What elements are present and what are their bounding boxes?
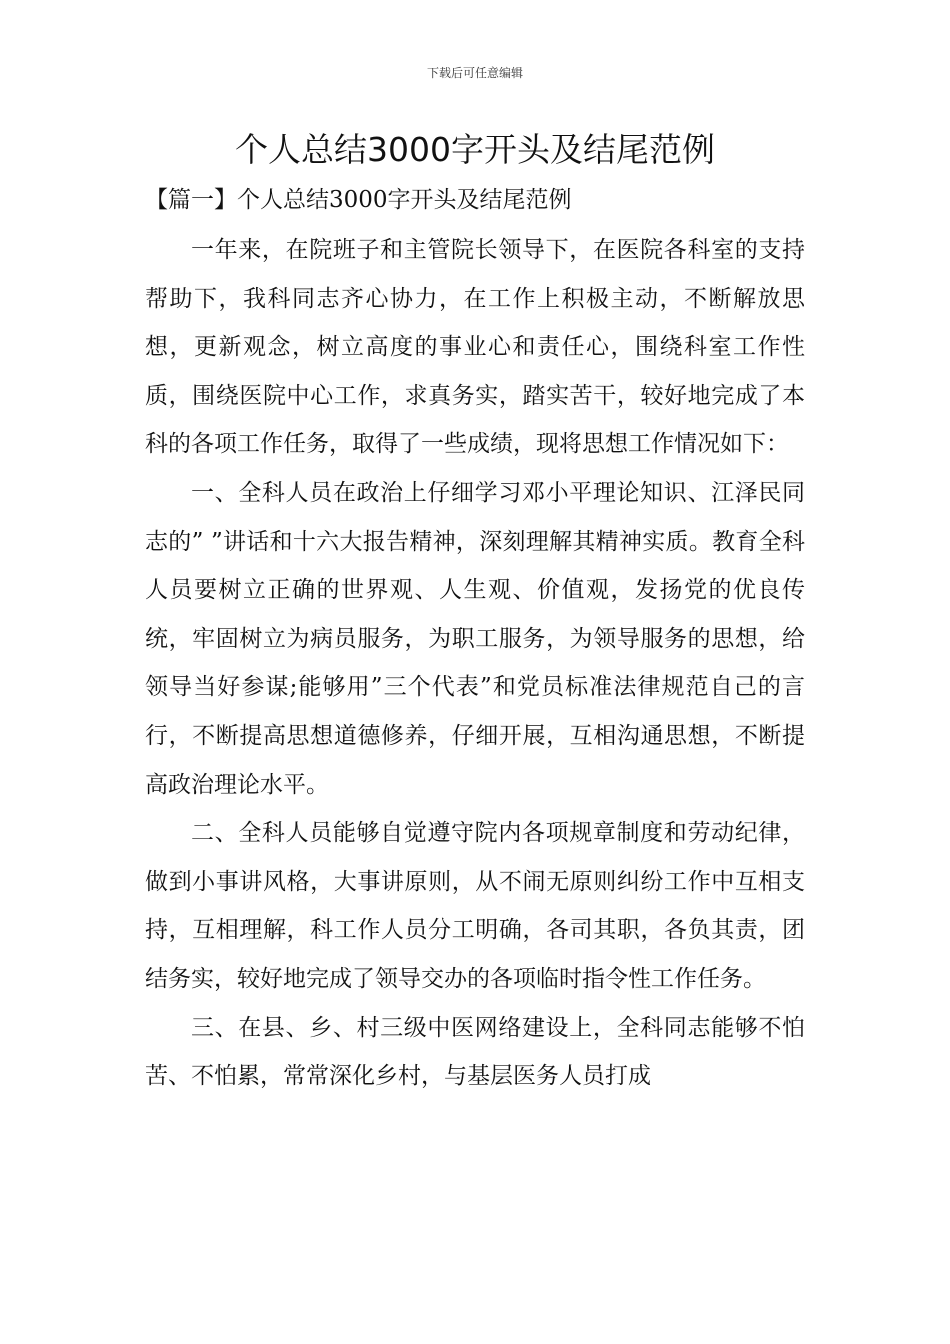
- paragraph-intro: 一年来，在院班子和主管院长领导下，在医院各科室的支持帮助下，我科同志齐心协力，在工作上积极主动，不断解放思想，更新观念，树立高度的事业心和责任心，围绕科室工作性质，围绕医院中心工作，求真务实，踏实苦干，较好地完成了本科的各项工作任务，取得了一些成绩，现将思想工作情况如下：: [145, 237, 805, 458]
- page-header-note: 下载后可任意编辑: [426, 66, 523, 80]
- paragraph-point-2: 二、全科人员能够自觉遵守院内各项规章制度和劳动纪律，做到小事讲风格，大事讲原则，从不闹无原则纠纷工作中互相支持，互相理解，科工作人员分工明确，各司其职，各负其责，团结务实，较好地完成了领导交办的各项临时指令性工作任务。: [145, 820, 805, 992]
- document-title: 个人总结3000字开头及结尾范例: [235, 130, 715, 169]
- section-heading: 【篇一】个人总结3000字开头及结尾范例: [145, 187, 572, 213]
- paragraph-point-1: 一、全科人员在政治上仔细学习邓小平理论知识、江泽民同志的” ”讲话和十六大报告精神，深刻理解其精神实质。教育全科人员要树立正确的世界观、人生观、价值观，发扬党的优良传统，牢固树立为病员服务，为职工服务，为领导服务的思想，给领导当好参谋;能够用”三个代表”和党员标准法律规范自己的言行，不断提高思想道德修养，仔细开展，互相沟通思想，不断提高政治理论水平。: [145, 479, 805, 798]
- paragraph-point-3: 三、在县、乡、村三级中医网络建设上，全科同志能够不怕苦、不怕累，常常深化乡村，与基层医务人员打成: [145, 1014, 805, 1090]
- document-body: [145, 226, 805, 1101]
